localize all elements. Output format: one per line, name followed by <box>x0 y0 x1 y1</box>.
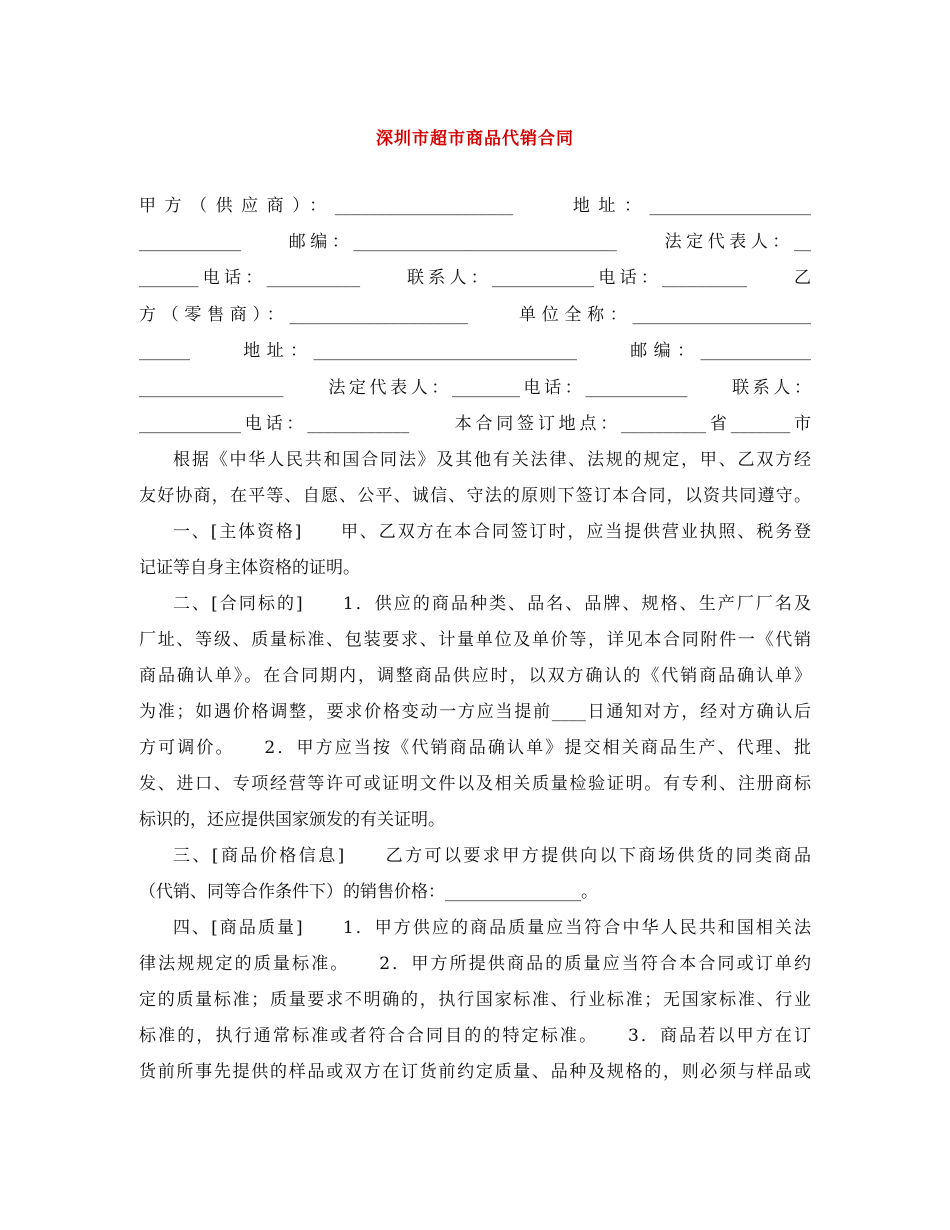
clause-4-line-3: 定的质量标准；质量要求不明确的，执行国家标准、行业标准；无国家标准、行业 <box>139 990 811 1010</box>
party-a-line: 甲方（供应商）：_____________________ 地址：___________________ <box>139 196 811 216</box>
clause-4-line-2: 律法规规定的质量标准。 2．甲方所提供商品的质量应当符合本合同或订单约 <box>139 954 811 974</box>
signing-place-line: ____________电话：____________ 本合同签订地点：__________省_______市 <box>139 414 811 434</box>
clause-4-line-4: 标准的，执行通常标准或者符合合同目的的特定标准。 3．商品若以甲方在订 <box>139 1026 811 1046</box>
clause-3-line-1: 三、[商品价格信息] 乙方可以要求甲方提供向以下商场供货的同类商品 <box>173 846 811 866</box>
party-a-contact-line: _______电话：___________ 联系人：____________电话：__________ 乙 <box>139 268 811 288</box>
document-title: 深圳市超市商品代销合同 <box>376 129 574 149</box>
party-b-representative-line: _________________ 法定代表人：________电话：____________ 联系人： <box>139 378 811 398</box>
clause-1-line-2: 记证等自身主体资格的证明。 <box>139 558 360 578</box>
clause-3-line-2: （代销、同等合作条件下）的销售价格：________________。 <box>139 882 598 902</box>
party-b-line: 方（零售商）：_____________________ 单位全称：_____________________ <box>139 305 811 325</box>
clause-2-line-1: 二、[合同标的] 1．供应的商品种类、品名、品牌、规格、生产厂厂名及 <box>173 594 811 614</box>
clause-2-line-7: 标识的，还应提供国家颁发的有关证明。 <box>139 810 445 830</box>
clause-2-line-5: 方可调价。 2．甲方应当按《代销商品确认单》提交相关商品生产、代理、批 <box>139 738 811 758</box>
preamble-line-2: 友好协商，在平等、自愿、公平、诚信、守法的原则下签订本合同，以资共同遵守。 <box>139 486 811 506</box>
party-b-address-line: ______ 地址：_______________________________ 邮编：_____________ <box>139 341 811 361</box>
clause-4-line-5: 货前所事先提供的样品或双方在订货前约定质量、品种及规格的，则必须与样品或 <box>139 1062 811 1082</box>
clause-1-line-1: 一、[主体资格] 甲、乙双方在本合同签订时，应当提供营业执照、税务登 <box>173 522 811 542</box>
party-a-postcode-line: ____________ 邮编：_______________________________ 法定代表人：__ <box>139 232 811 252</box>
clause-2-line-6: 发、进口、专项经营等许可或证明文件以及相关质量检验证明。有专利、注册商标 <box>139 774 811 794</box>
preamble-line-1: 根据《中华人民共和国合同法》及其他有关法律、法规的规定，甲、乙双方经 <box>173 450 811 470</box>
clause-2-line-4: 为准；如遇价格调整，要求价格变动一方应当提前____日通知对方，经对方确认后 <box>139 702 811 722</box>
clause-2-line-3: 商品确认单》。在合同期内，调整商品供应时，以双方确认的《代销商品确认单》 <box>139 666 811 686</box>
clause-4-line-1: 四、[商品质量] 1．甲方供应的商品质量应当符合中华人民共和国相关法 <box>173 918 811 938</box>
clause-2-line-2: 厂址、等级、质量标准、包装要求、计量单位及单价等，详见本合同附件一《代销 <box>139 630 811 650</box>
